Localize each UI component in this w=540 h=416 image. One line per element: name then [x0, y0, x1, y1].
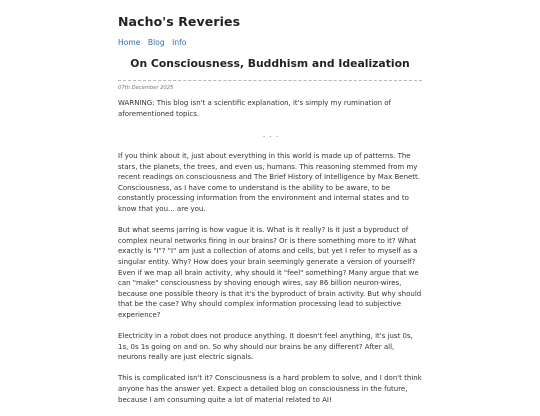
title-divider	[118, 80, 422, 81]
body-paragraph: This is complicated isn't it? Consciousness is a hard problem to solve, and I don't think anyone has the answer yet. Expect a detailed blog on consciousness in the future, because I am consuming quite a lot of material related to AI!	[118, 374, 422, 404]
warning-paragraph: WARNING: This blog isn't a scientific explanation, it's simply my rumination of aforementioned topics.	[118, 99, 392, 118]
post-body	[118, 98, 424, 416]
nav-link-info[interactable]: Info	[172, 38, 187, 47]
nav-link-blog[interactable]: Blog	[147, 38, 165, 47]
body-paragraph: If you think about it, just about everything in this world is made up of patterns. The stars, the planets, the trees, and even us, humans. This reasoning stemmed from my recent readings on consciousness and The Brief History of Intelligence by Max Benett. Consciousness, as I have come to understand is the ability to be aware, to be constantly processing information from the environment and internal states and to know that you... are you.	[118, 151, 421, 213]
nav-link-home[interactable]: Home	[118, 38, 141, 47]
post-date: 07th December 2025	[118, 85, 174, 91]
section-separator: . . .	[262, 130, 280, 139]
body-paragraph: Electricity in a robot does not produce anything. It doesn't feel anything, it's just 0s, 1s, 0s 1s going on and on. So why should our brains be any different? After all, neurons really are just electric signals.	[118, 332, 413, 362]
site-title[interactable]: Nacho's Reveries	[118, 14, 241, 29]
body-paragraph: But what seems jarring is how vague it is. What is it really? Is it just a byproduct of complex neural networks firing in our brains? Or is there something more to it? What exactly is "I"? "I" am just a collection of atoms and cells, but yet I refer to myself as a singular entity. Why? How does your brain seemingly generate a version of yourself? Even if we map all brain activity, why should it "feel" something? Many argue that we can "make" consciousness by shoving enough wires, say 86 billion neuron-wires, because one possible theory is that it's the byproduct of brain activity. But why should that be the case? Why should complex information processing lead to subjective experience?	[118, 226, 422, 319]
main-nav	[118, 38, 191, 47]
post-title: On Consciousness, Buddhism and Idealization	[130, 57, 410, 70]
